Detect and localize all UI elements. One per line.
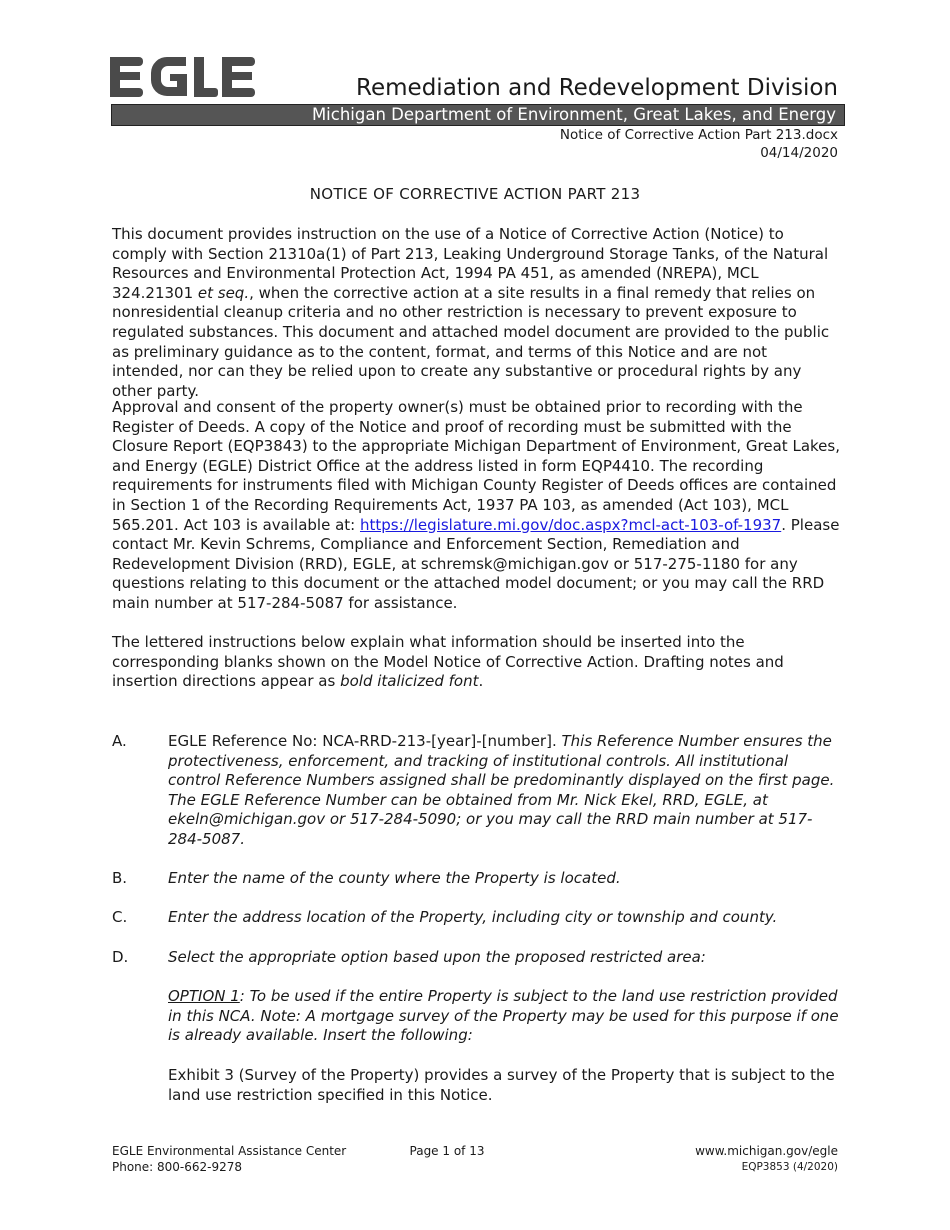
intro-text-a: This document provides instruction on the use of a Notice of Corrective Action (Notice) to comply with Section 21310a(1) of Part 213, Leaking Underground Storage Tanks, of the Natural Resources and Environmental Protection Act, 1994 PA 451, as amended (NREPA), MCL 324.21301 [112, 225, 829, 302]
intro-text-b: , when the corrective action at a site results in a final remedy that relies on nonresidential cleanup criteria and no other restriction is necessary to prevent exposure to regulated substances. This document and attached model document are provided to the public as preliminary guidance as to the content, format, and terms of this Notice and are not intended, nor can they be relied upon to create any substantive or procedural rights by any other party. [112, 283, 830, 400]
item-a-plain: EGLE Reference No: NCA-RRD-213-[year]-[number]. [168, 732, 562, 750]
item-body [168, 948, 840, 968]
page-title: NOTICE OF CORRECTIVE ACTION PART 213 [309, 185, 641, 203]
item-body [168, 908, 840, 928]
svg-text:EGLE: EGLE [110, 98, 113, 99]
intro-italic: et seq. [197, 283, 250, 302]
instructions-italic: bold italicized font [340, 672, 479, 691]
footer-phone: Phone: 800-662-9278 [112, 1160, 243, 1174]
item-d-italic: Select the appropriate option based upon the proposed restricted area: [168, 948, 706, 966]
footer-website[interactable]: www.michigan.gov/egle [695, 1144, 838, 1158]
approval-paragraph [112, 398, 840, 614]
item-letter: A. [112, 732, 127, 750]
legislature-link[interactable]: https://legislature.mi.gov/doc.aspx?mcl-act-103-of-1937 [359, 515, 782, 534]
division-title: Remediation and Redevelopment Division [356, 75, 838, 101]
egle-logo [110, 54, 255, 104]
approval-text-b: . Please contact Mr. Kevin Schrems, Compliance and Enforcement Section, Remediation and Redevelopment Division (RRD), EGLE, at schremsk@michigan.gov or 517-275-1180 for any questions relating to this document or the attached model document; or you may call the RRD main number at 517-284-5087 for assistance. [112, 515, 840, 612]
item-b-italic: Enter the name of the county where the Property is located. [168, 869, 621, 887]
instructions-text-a: The lettered instructions below explain what information should be inserted into the corresponding blanks shown on the Model Notice of Corrective Action. Drafting notes and insertion directions appear as [112, 633, 784, 691]
approval-text-a: Approval and consent of the property owner(s) must be obtained prior to recording with the Register of Deeds. A copy of the Notice and proof of recording must be submitted with the Closure Report (EQP3843) to the appropriate Michigan Department of Environment, Great Lakes, and Energy (EGLE) District Office at the address listed in form EQP4410. The recording requirements for instruments filed with Michigan County Register of Deeds offices are contained in Section 1 of the Recording Requirements Act, 1937 PA 103, as amended (Act 103), MCL 565.201. Act 103 is available at: [112, 398, 840, 534]
footer-center-name: EGLE Environmental Assistance Center [112, 1144, 347, 1158]
exhibit-paragraph: Exhibit 3 (Survey of the Property) provides a survey of the Property that is subject to the land use restriction specified in this Notice. [168, 1066, 835, 1104]
egle-logo-graphic [110, 54, 255, 100]
option-1-label: OPTION 1 [168, 987, 240, 1005]
item-letter: C. [112, 908, 128, 926]
item-letter: B. [112, 869, 128, 887]
instructions-paragraph [112, 633, 840, 692]
item-a-italic: This Reference Number ensures the protectiveness, enforcement, and tracking of institutional controls. All institutional control Reference Numbers assigned shall be predominantly displayed on the first page. The EGLE Reference Number can be obtained from Mr. Nick Ekel, RRD, EGLE, at ekeln@michigan.gov or 517-284-5090; or you may call the RRD main number at 517-284-5087. [168, 732, 835, 848]
item-c-italic: Enter the address location of the Property, including city or township and county. [168, 908, 778, 926]
intro-paragraph [112, 225, 840, 401]
footer-page-number: Page 1 of 13 [409, 1144, 485, 1158]
item-body [168, 869, 840, 889]
document-filename: Notice of Corrective Action Part 213.docx [559, 127, 838, 143]
department-bar [111, 104, 845, 126]
instructions-text-b: . [478, 672, 484, 691]
item-letter: D. [112, 948, 129, 966]
department-name: Michigan Department of Environment, Great Lakes, and Energy [311, 105, 836, 124]
footer-form-number: EQP3853 (4/2020) [741, 1161, 838, 1173]
option-1-text: : To be used if the entire Property is subject to the land use restriction provided in this NCA. Note: A mortgage survey of the Property may be used for this purpose if one is already available. Insert the following: [168, 987, 839, 1045]
option-1-paragraph [168, 987, 840, 1046]
document-date: 04/14/2020 [760, 145, 838, 161]
item-body [168, 732, 840, 850]
